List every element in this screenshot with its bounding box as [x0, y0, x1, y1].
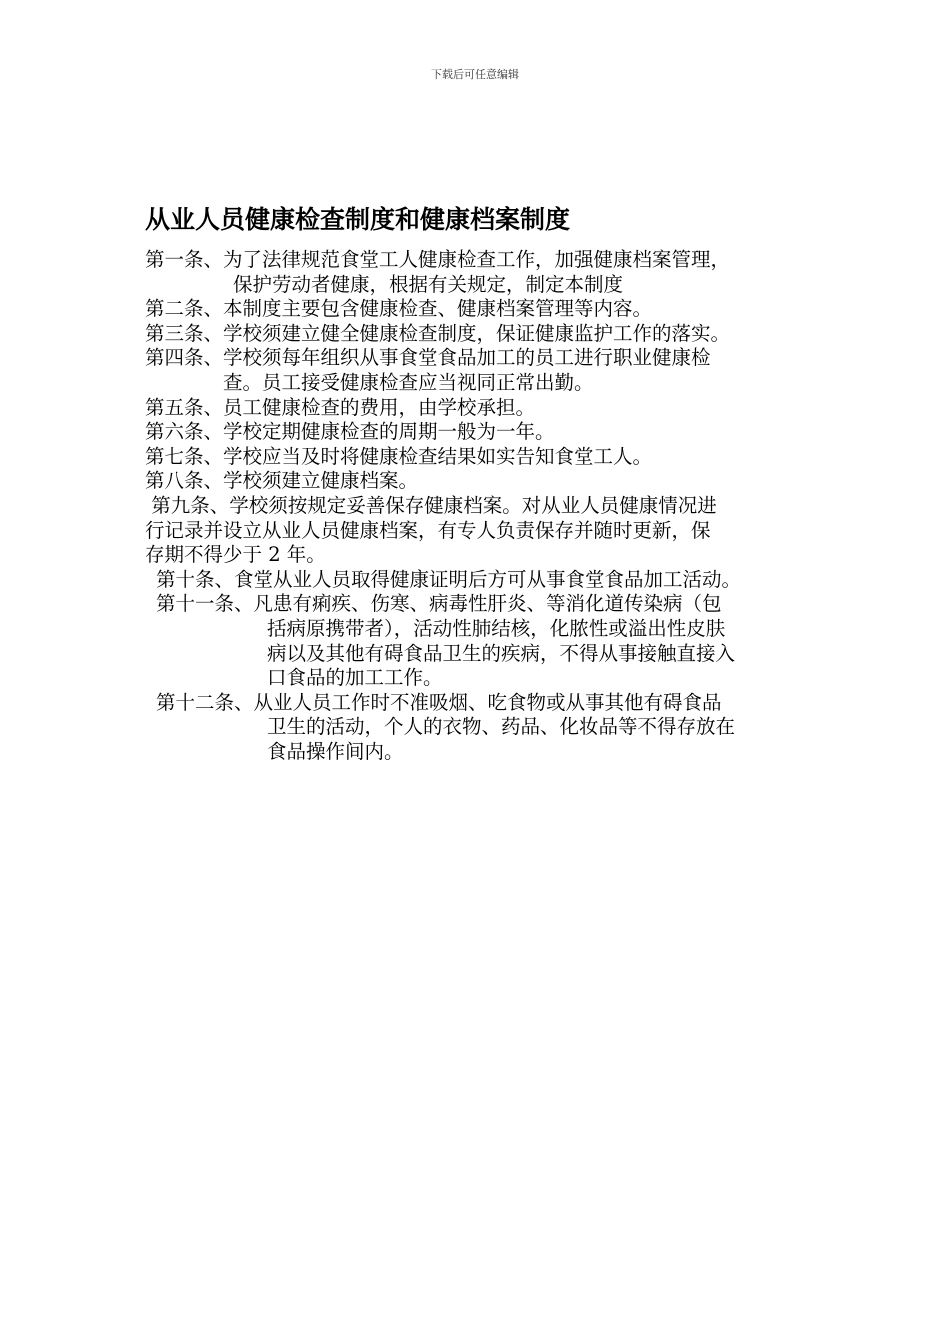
article-8-line-1: 学校须建立健康档案。: [223, 469, 419, 493]
article-11-line-2: 括病原携带者），活动性肺结核，化脓性或溢出性皮肤: [267, 616, 726, 640]
article-8-prefix: 第八条、: [145, 469, 224, 493]
article-1-line-2: 保护劳动者健康，根据有关规定，制定本制度: [233, 272, 624, 296]
article-10-line-1: 食堂从业人员取得健康证明后方可从事食堂食品加工活动。: [234, 567, 742, 591]
article-9-line-2: 行记录并设立从业人员健康档案，有专人负责保存并随时更新，保: [145, 518, 711, 542]
article-1-prefix: 第一条、: [145, 248, 224, 271]
article-11: [145, 592, 825, 690]
article-2: [145, 297, 825, 322]
article-3-line-1: 学校须建立健全健康检查制度，保证健康监护工作的落实。: [223, 321, 731, 345]
article-1-line-1: 为了法律规范食堂工人健康检查工作，加强健康档案管理，: [223, 248, 731, 271]
article-4-line-2: 查。员工接受健康检查应当视同正常出勤。: [223, 370, 594, 394]
article-12: [145, 691, 825, 765]
article-12-line-3: 食品操作间内。: [267, 739, 404, 763]
article-11-line-3: 病以及其他有碍食品卫生的疾病，不得从事接触直接入: [267, 641, 736, 665]
article-4: [145, 346, 825, 395]
article-9-line-1: 第九条、学校须按规定妥善保存健康档案。对从业人员健康情况进: [145, 493, 717, 517]
article-12-line-2: 卫生的活动，个人的衣物、药品、化妆品等不得存放在: [267, 715, 736, 739]
article-4-line-1: 学校须每年组织从事食堂食品加工的员工进行职业健康检: [223, 346, 711, 370]
article-11-line-1: 凡患有痢疾、伤寒、病毒性肝炎、等消化道传染病（包: [253, 592, 722, 616]
article-12-prefix: 第十二条、: [156, 690, 254, 714]
article-4-prefix: 第四条、: [145, 346, 224, 370]
article-9: [145, 494, 825, 568]
article-6-prefix: 第六条、: [145, 420, 224, 444]
header-note: 下载后可任意编辑: [431, 68, 519, 81]
article-7: [145, 445, 825, 470]
article-8: [145, 469, 825, 494]
article-7-prefix: 第七条、: [145, 444, 224, 468]
article-2-line-1: 本制度主要包含健康检查、健康档案管理等内容。: [223, 297, 653, 321]
article-7-line-1: 学校应当及时将健康检查结果如实告知食堂工人。: [223, 444, 653, 468]
article-6-line-1: 学校定期健康检查的周期一般为一年。: [223, 420, 555, 444]
article-3-prefix: 第三条、: [145, 321, 224, 345]
article-12-line-1: 从业人员工作时不准吸烟、吃食物或从事其他有碍食品: [253, 690, 722, 714]
article-5-line-1: 员工健康检查的费用，由学校承担。: [223, 395, 536, 419]
article-3: [145, 322, 825, 347]
article-10: [145, 568, 825, 593]
article-2-prefix: 第二条、: [145, 297, 224, 321]
article-5: [145, 396, 825, 421]
document-body: [145, 248, 825, 764]
article-11-line-4: 口食品的加工工作。: [267, 666, 443, 690]
article-5-prefix: 第五条、: [145, 395, 224, 419]
article-9-line-3: 存期不得少于 2 年。: [145, 543, 326, 567]
document-title: 从业人员健康检查制度和健康档案制度: [145, 205, 571, 234]
article-10-prefix: 第十条、: [156, 567, 235, 591]
article-11-prefix: 第十一条、: [156, 592, 254, 616]
article-1: [145, 248, 825, 297]
article-6: [145, 420, 825, 445]
